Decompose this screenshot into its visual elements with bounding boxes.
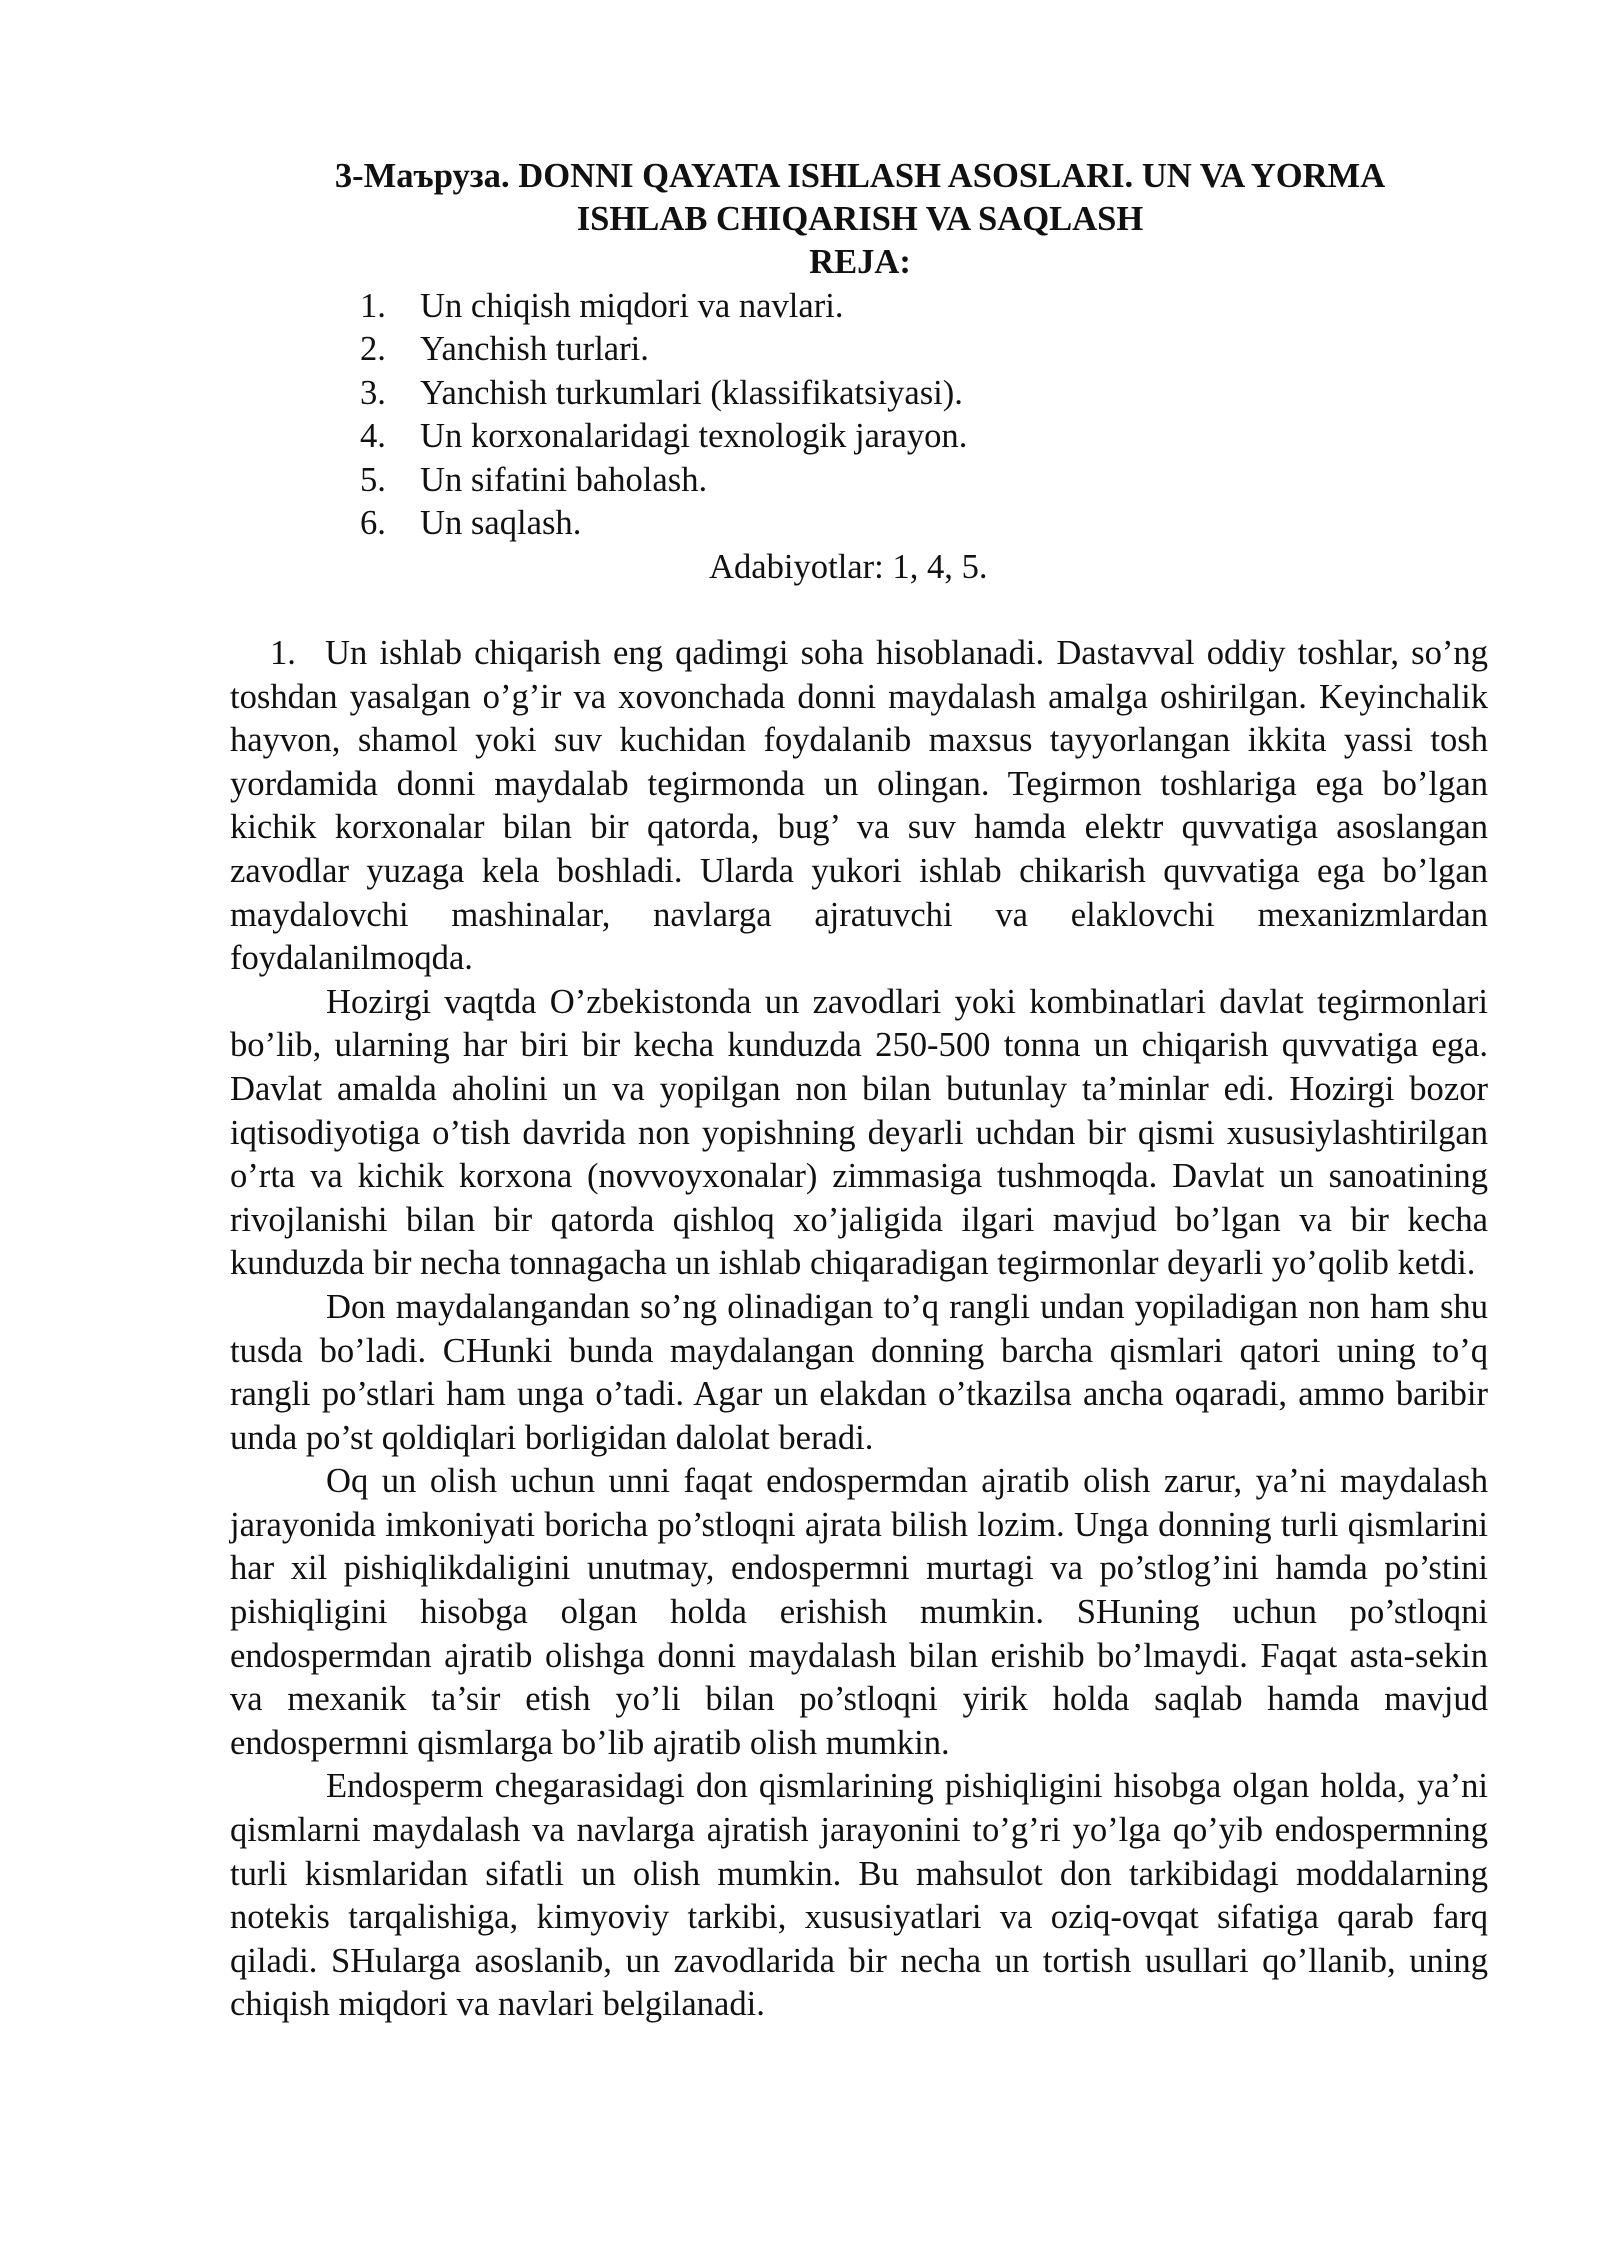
paragraph-1-text: Un ishlab chiqarish eng qadimgi soha hisoblanadi. Dastavval oddiy toshlar, so’ng toshdan yasalgan o’g’ir va xovonchada donni maydalash amalga oshirilgan. Keyinchalik hayvon, shamol yoki suv kuchidan foydalanib maxsus tayyorlangan ikkita yassi tosh yordamida donni maydalab tegirmonda un olingan. Tegirmon toshlariga ega bo’lgan kichik korxonalar bilan bir qatorda, bug’ va suv hamda elektr quvvatiga asoslangan zavodlar yuzaga kela boshladi. Ularda yukori ishlab chikarish quvvatiga ega bo’lgan maydalovchi mashinalar, navlarga ajratuvchi va elaklovchi mexanizmlardan foydalanilmoqda.: [230, 634, 1488, 978]
body-text: [230, 632, 1488, 2027]
plan-item: [360, 328, 967, 371]
plan-item-number: 6.: [360, 503, 386, 542]
plan-item-text: Un korxonalaridagi texnologik jarayon.: [420, 417, 968, 456]
plan-item-text: Un sifatini baholash.: [420, 460, 708, 499]
plan-item-text: Un chiqish miqdori va navlari.: [420, 287, 844, 325]
plan-item-number: 5.: [360, 460, 386, 499]
plan-item-text: Yanchish turkumlari (klassifikatsiyasi).: [420, 373, 963, 412]
plan-item-number: 2.: [360, 330, 386, 369]
plan-item: [360, 285, 967, 328]
paragraph-2: Hozirgi vaqtda O’zbekistonda un zavodlari yoki kombinatlari davlat tegirmonlari bo’lib, ularning har biri bir kecha kunduzda 250-500 tonna un chiqarish quvvatiga ega. Davlat amalda aholini un va yopilgan non bilan butunlay ta’minlar edi. Hozirgi bozor iqtisodiyotiga o’tish davrida non yopishning deyarli uchdan bir qismi xususiylashtirilgan o’rta va kichik korxona (novvoyxonalar) zimmasiga tushmoqda. Davlat un sanoatining rivojlanishi bilan bir qatorda qishloq xo’jaligida ilgari mavjud bo’lgan va bir kecha kunduzda bir necha tonnagacha un ishlab chiqaradigan tegirmonlar deyarli yo’qolib ketdi.: [230, 982, 1488, 1283]
lecture-title-line-2: ISHLAB CHIQARISH VA SAQLASH: [576, 200, 1144, 238]
lecture-title-line-1: 3-Маъруза. DONNI QAYATA ISHLASH ASOSLARI. UN VA YORMA: [334, 157, 1386, 195]
paragraph-3: Don maydalangandan so’ng olinadigan to’q rangli undan yopiladigan non ham shu tusda bo’ladi. CHunki bunda maydalangan donning barcha qismlari qatori uning to’q rangli po’stlari ham unga o’tadi. Agar un elakdan o’tkazilsa ancha oqaradi, ammo baribir unda po’st qoldiqlari borligidan dalolat beradi.: [230, 1287, 1488, 1457]
plan-item-text: Yanchish turlari.: [420, 330, 649, 369]
plan-item-number: 1.: [360, 287, 386, 325]
plan-item-text: Un saqlash.: [420, 503, 582, 542]
paragraph-4: Oq un olish uchun unni faqat endospermdan ajratib olish zarur, ya’ni maydalash jarayonida imkoniyati boricha po’stloqni ajrata bilish lozim. Unga donning turli qismlarini har xil pishiqlikdaligini unutmay, endospermni murtagi va po’stlog’ini hamda po’stini pishiqligini hisobga olgan holda erishish mumkin. SHuning uchun po’stloqni endospermdan ajratib olishga donni maydalash bilan erishib bo’lmaydi. Faqat asta-sekin va mexanik ta’sir etish yo’li bilan po’stloqni yirik holda saqlab hamda mavjud endospermni qismlarga bo’lib ajratib olish mumkin.: [230, 1462, 1488, 1762]
plan-item-number: 4.: [360, 417, 386, 456]
plan-list: [360, 285, 967, 545]
paragraph-1: [230, 632, 1488, 981]
plan-item: [360, 415, 967, 458]
plan-item-number: 3.: [360, 373, 386, 412]
plan-item: [360, 372, 967, 415]
paragraph-5: Endosperm chegarasidagi don qismlarining pishiqligini hisobga olgan holda, ya’ni qismlarni maydalash va navlarga ajratish jarayonini to’g’ri yo’lga qo’yib endospermning turli kismlaridan sifatli un olish mumkin. Bu mahsulot don tarkibidagi moddalarning notekis tarqalishiga, kimyoviy tarkibi, xususiyatlari va oziq-ovqat sifatiga qarab farq qiladi. SHularga asoslanib, un zavodlarida bir necha un tortish usullari qo’llanib, uning chiqish miqdori va navlari belgilanadi.: [230, 1767, 1488, 2024]
plan-item: [360, 502, 967, 545]
plan-item: [360, 459, 967, 502]
plan-heading: REJA:: [809, 243, 911, 281]
lecture-heading: [230, 155, 1490, 284]
references-line: Adabiyotlar: 1, 4, 5.: [709, 548, 988, 586]
paragraph-number: 1.: [270, 634, 296, 672]
